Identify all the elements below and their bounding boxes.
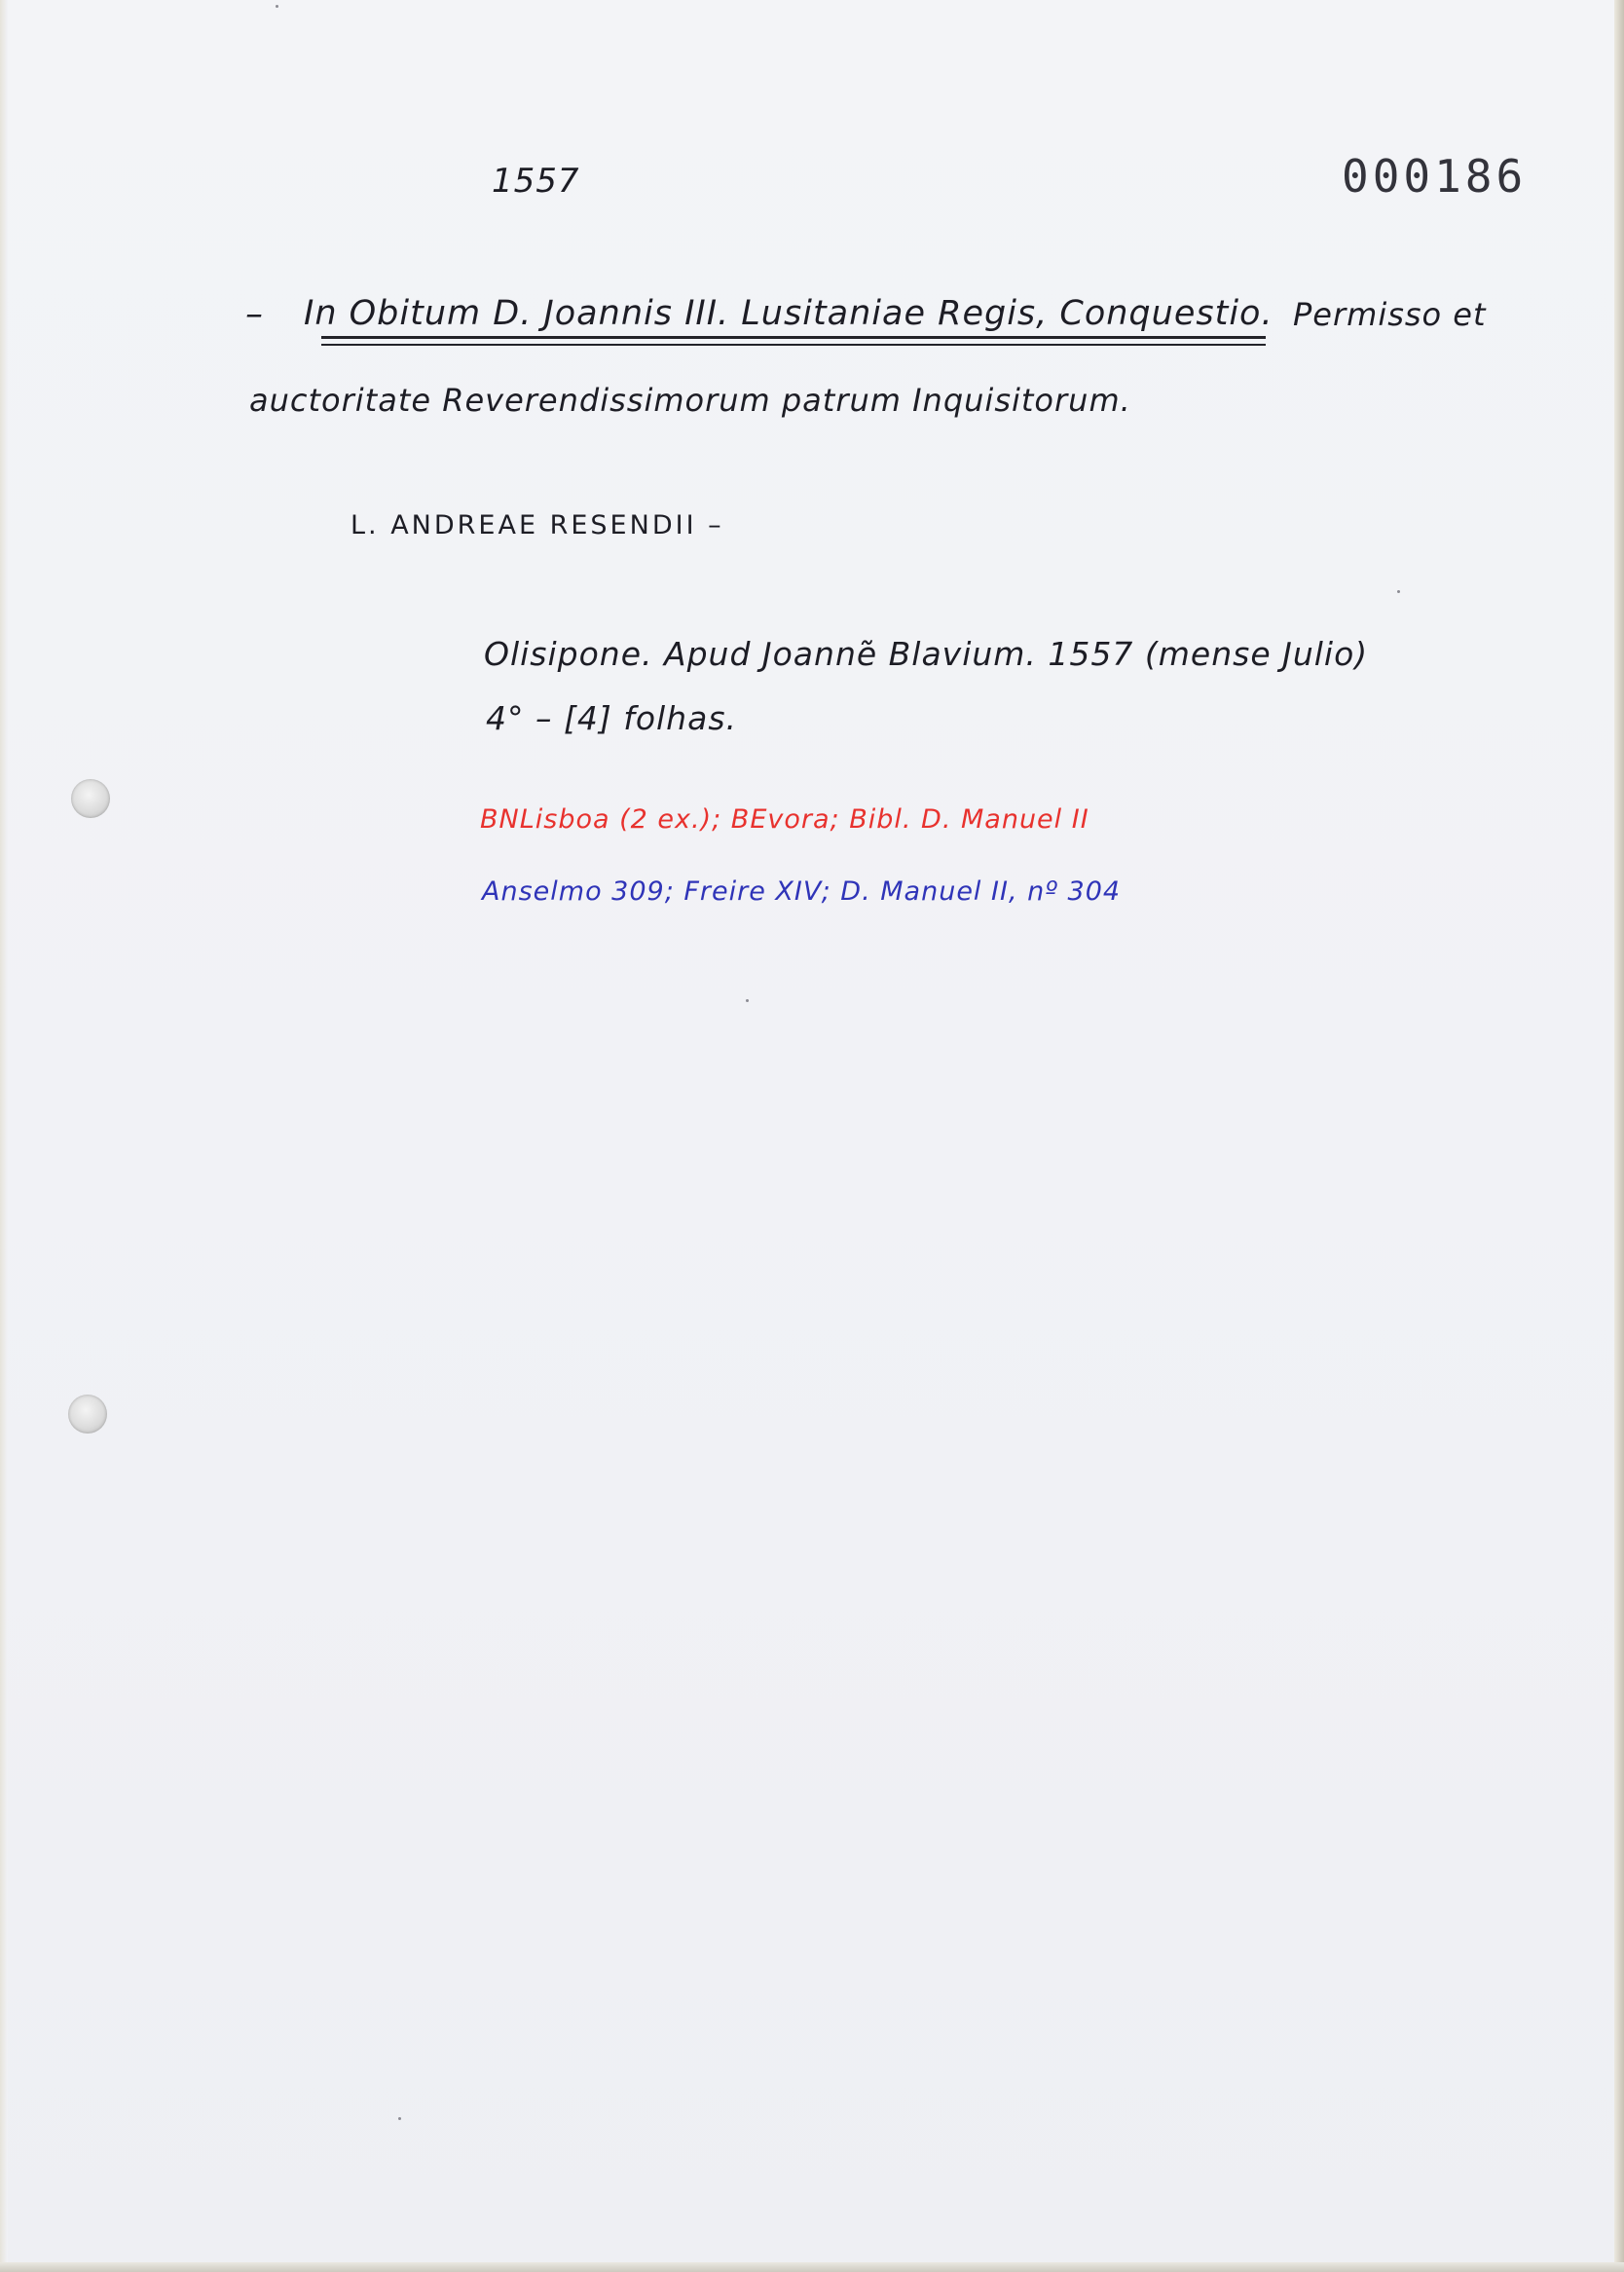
- title-underline: [321, 336, 1266, 339]
- bibliographic-references: Anselmo 309; Freire XIV; D. Manuel II, nº 304: [482, 876, 1122, 907]
- entry-title-continuation: Permisso et: [1293, 296, 1487, 333]
- paper-speck: [398, 2117, 401, 2120]
- entry-dash: –: [245, 294, 264, 334]
- paper-speck: [276, 5, 278, 8]
- punch-hole-lower: [68, 1395, 107, 1434]
- entry-title-line-2: auctoritate Reverendissimorum patrum Inquisitorum.: [249, 382, 1131, 419]
- holdings-note: BNLisboa (2 ex.); BEvora; Bibl. D. Manuel II: [480, 804, 1089, 835]
- paper-speck: [1397, 590, 1400, 593]
- title-double-underline: [321, 344, 1266, 346]
- paper-speck: [746, 999, 749, 1002]
- document-number: 000186: [1342, 150, 1528, 203]
- entry-author: L. ANDREAE RESENDII –: [351, 510, 724, 540]
- paper-bottom-edge: [0, 2262, 1624, 2272]
- entry-title: In Obitum D. Joannis III. Lusitaniae Regis, Conquestio.: [304, 294, 1273, 333]
- punch-hole-upper: [71, 779, 110, 818]
- entry-collation: 4° – [4] folhas.: [486, 699, 738, 737]
- paper-right-edge: [1614, 0, 1624, 2272]
- paper-left-edge: [0, 0, 8, 2272]
- entry-year: 1557: [492, 162, 580, 201]
- entry-imprint: Olisipone. Apud Joannẽ Blavium. 1557 (mense Julio): [484, 635, 1369, 673]
